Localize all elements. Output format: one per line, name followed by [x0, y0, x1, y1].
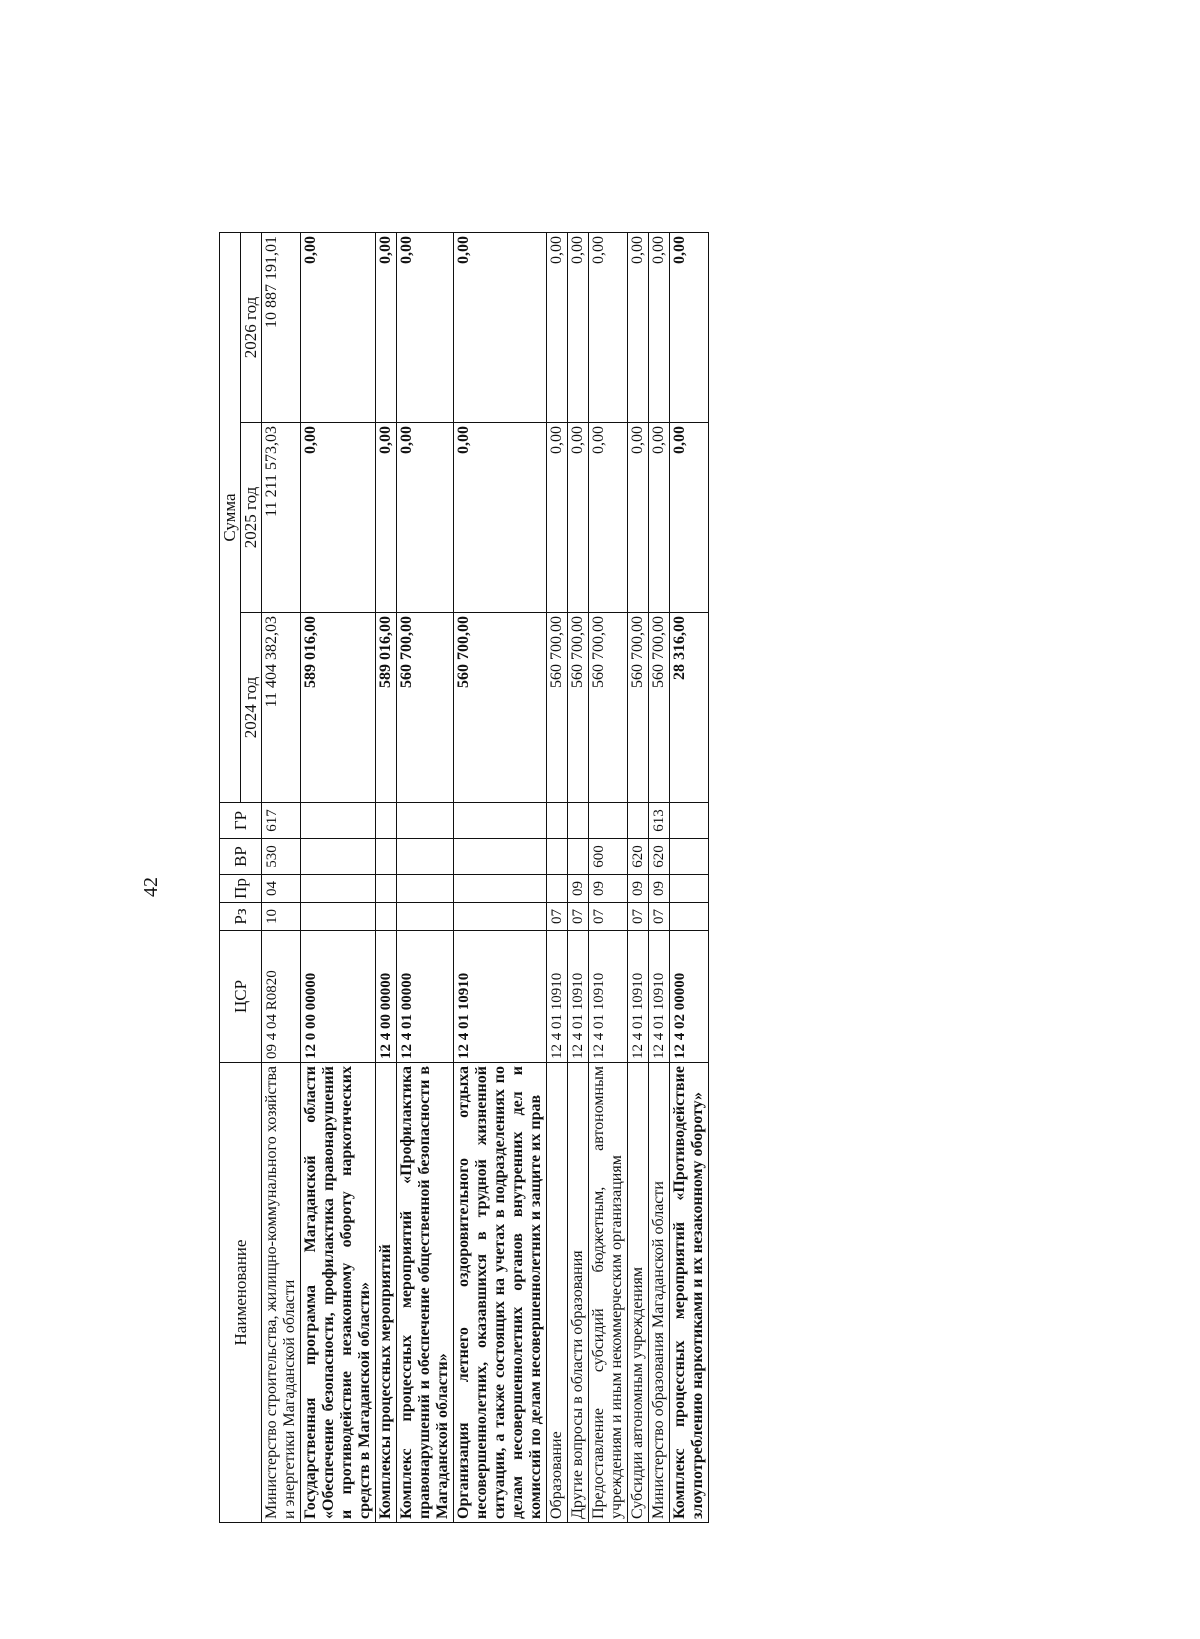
row-name: Образование: [547, 1063, 568, 1523]
row-2024: 589 016,00: [301, 613, 376, 803]
row-2025: 0,00: [628, 423, 649, 613]
row-2026: 0,00: [547, 232, 568, 422]
row-2026: 0,00: [376, 232, 397, 422]
header-2025: 2025 год: [241, 423, 262, 613]
header-sum: Сумма: [220, 232, 241, 802]
row-rz: [454, 903, 547, 931]
row-2026: 0,00: [649, 232, 670, 422]
row-pr: [397, 875, 454, 903]
row-name: Субсидии автономным учреждениям: [628, 1063, 649, 1523]
table-row: [262, 232, 301, 1522]
row-vr: [301, 839, 376, 875]
row-csr: 12 4 01 10910: [454, 931, 547, 1063]
row-gr: [301, 803, 376, 839]
row-csr: 12 4 01 00000: [397, 931, 454, 1063]
row-2024: 560 700,00: [628, 613, 649, 803]
row-gr: [568, 803, 589, 839]
row-vr: 600: [589, 839, 628, 875]
row-2025: 0,00: [568, 423, 589, 613]
row-vr: [454, 839, 547, 875]
row-name: Министерство образования Магаданской области: [649, 1063, 670, 1523]
row-rz: [376, 903, 397, 931]
row-csr: 12 4 02 00000: [670, 931, 709, 1063]
header-2026: 2026 год: [241, 232, 262, 422]
header-gr: ГР: [220, 803, 262, 839]
row-2025: 0,00: [547, 423, 568, 613]
row-pr: [301, 875, 376, 903]
row-gr: [628, 803, 649, 839]
row-rz: 07: [649, 903, 670, 931]
row-2026: 0,00: [397, 232, 454, 422]
row-gr: [547, 803, 568, 839]
row-pr: 09: [589, 875, 628, 903]
row-2025: 0,00: [376, 423, 397, 613]
row-gr: [670, 803, 709, 839]
row-gr: [376, 803, 397, 839]
table-row: [589, 232, 628, 1522]
row-2025: 0,00: [397, 423, 454, 613]
row-rz: [397, 903, 454, 931]
row-vr: [568, 839, 589, 875]
row-rz: [670, 903, 709, 931]
row-name: Организация летнего оздоровительного отдыха несовершеннолетних, оказавшихся в трудной жизненной ситуации, а также состоящих на учетах в подразделениях по делам несовершеннолетних органов внутренних дел и комиссий по делам несовершеннолетних и защите их прав: [454, 1063, 547, 1523]
header-name: Наименование: [220, 1063, 262, 1523]
row-2024: 560 700,00: [649, 613, 670, 803]
table-row: [454, 232, 547, 1522]
header-pr: Пр: [220, 875, 262, 903]
row-csr: 12 4 01 10910: [568, 931, 589, 1063]
table-row: [670, 232, 709, 1522]
row-gr: [589, 803, 628, 839]
row-2026: 0,00: [301, 232, 376, 422]
row-2024: 11 404 382,03: [262, 613, 301, 803]
table-row: [376, 232, 397, 1522]
row-2025: 0,00: [301, 423, 376, 613]
row-2024: 560 700,00: [547, 613, 568, 803]
row-vr: [376, 839, 397, 875]
row-vr: [547, 839, 568, 875]
row-gr: 613: [649, 803, 670, 839]
row-gr: 617: [262, 803, 301, 839]
budget-table-rotated: [219, 233, 938, 1523]
row-2025: 11 211 573,03: [262, 423, 301, 613]
row-name: Комплекс процессных мероприятий «Профилактика правонарушений и обеспечение общественной безопасности в Магаданской области»: [397, 1063, 454, 1523]
row-name: Министерство строительства, жилищно-коммунального хозяйства и энергетики Магаданской области: [262, 1063, 301, 1523]
row-rz: 07: [589, 903, 628, 931]
row-name: Комплексы процессных мероприятий: [376, 1063, 397, 1523]
row-vr: 620: [628, 839, 649, 875]
row-gr: [454, 803, 547, 839]
row-pr: [670, 875, 709, 903]
row-csr: 12 4 00 00000: [376, 931, 397, 1063]
table-row: [301, 232, 376, 1522]
row-csr: 12 4 01 10910: [589, 931, 628, 1063]
row-rz: 07: [628, 903, 649, 931]
row-2024: 589 016,00: [376, 613, 397, 803]
row-pr: [547, 875, 568, 903]
row-2025: 0,00: [589, 423, 628, 613]
row-2026: 0,00: [454, 232, 547, 422]
row-2026: 0,00: [628, 232, 649, 422]
row-vr: 620: [649, 839, 670, 875]
row-pr: [454, 875, 547, 903]
row-2026: 0,00: [589, 232, 628, 422]
table-row: [568, 232, 589, 1522]
row-2025: 0,00: [649, 423, 670, 613]
row-name: Государственная программа Магаданской области «Обеспечение безопасности, профилактика правонарушений и противодействие незаконному обороту наркотических средств в Магаданской области»: [301, 1063, 376, 1523]
row-2026: 0,00: [568, 232, 589, 422]
row-2026: 0,00: [670, 232, 709, 422]
table-row: [628, 232, 649, 1522]
row-pr: 04: [262, 875, 301, 903]
row-vr: [397, 839, 454, 875]
row-csr: 12 0 00 00000: [301, 931, 376, 1063]
row-vr: [670, 839, 709, 875]
row-2025: 0,00: [454, 423, 547, 613]
table-row: [397, 232, 454, 1522]
row-csr: 09 4 04 R0820: [262, 931, 301, 1063]
row-rz: 07: [568, 903, 589, 931]
row-pr: 09: [568, 875, 589, 903]
row-csr: 12 4 01 10910: [547, 931, 568, 1063]
row-pr: 09: [628, 875, 649, 903]
header-rz: Рз: [220, 903, 262, 931]
row-rz: 07: [547, 903, 568, 931]
header-vr: ВР: [220, 839, 262, 875]
row-csr: 12 4 01 10910: [628, 931, 649, 1063]
row-rz: 10: [262, 903, 301, 931]
header-csr: ЦСР: [220, 931, 262, 1063]
row-name: Комплекс процессных мероприятий «Противодействие злоупотреблению наркотиками и их незаконному обороту»: [670, 1063, 709, 1523]
row-2024: 560 700,00: [568, 613, 589, 803]
header-2024: 2024 год: [241, 613, 262, 803]
row-2024: 560 700,00: [397, 613, 454, 803]
row-2026: 10 887 191,01: [262, 232, 301, 422]
row-vr: 530: [262, 839, 301, 875]
row-gr: [397, 803, 454, 839]
row-2025: 0,00: [670, 423, 709, 613]
row-2024: 28 316,00: [670, 613, 709, 803]
row-name: Предоставление субсидий бюджетным, автономным учреждениям и иным некоммерческим организациям: [589, 1063, 628, 1523]
table-row: [649, 232, 670, 1522]
row-rz: [301, 903, 376, 931]
row-2024: 560 700,00: [454, 613, 547, 803]
page-number: 42: [140, 877, 162, 897]
budget-table: [219, 232, 709, 1523]
row-csr: 12 4 01 10910: [649, 931, 670, 1063]
row-2024: 560 700,00: [589, 613, 628, 803]
row-pr: 09: [649, 875, 670, 903]
table-row: [547, 232, 568, 1522]
row-pr: [376, 875, 397, 903]
row-name: Другие вопросы в области образования: [568, 1063, 589, 1523]
